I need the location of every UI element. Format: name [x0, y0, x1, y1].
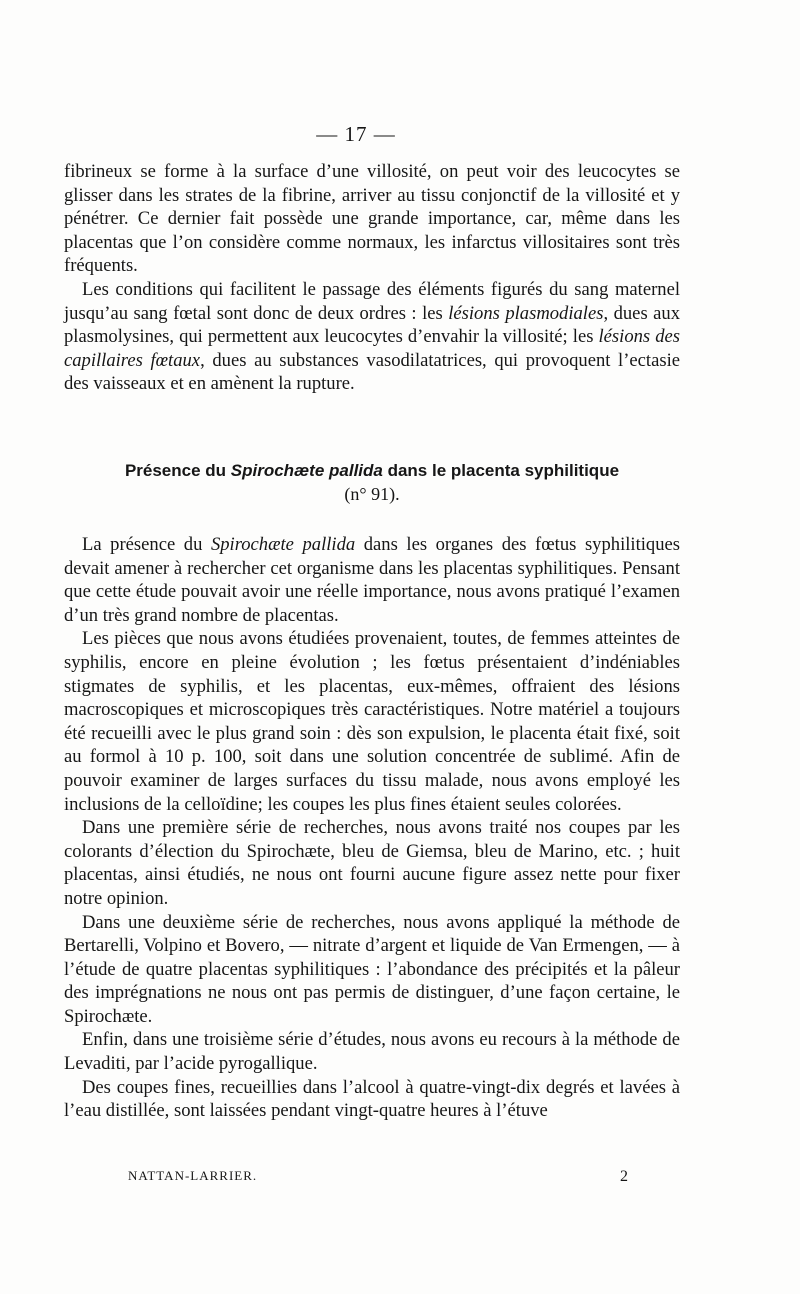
footer-signature: 2	[620, 1168, 628, 1185]
section-heading	[64, 460, 680, 482]
italic-text: Spirochæte pallida	[210, 534, 356, 555]
text-run: dans les organes des fœtus syphilitiques devait amener à rechercher cet organisme dans les placentas syphilitiques. Pensant que cette étude pouvait avoir une réelle importance, nous avons pratiqué l’examen d’un très grand nombre de placentas.	[64, 534, 680, 626]
text-run: Dans une deuxième série de recherches, nous avons appliqué la méthode de Bertarelli, Volpino et Bovero, — nitrate d’argent et liquide de Van Ermengen, — à l’étude de quatre placentas syphilitiques : l’abondance des précipités et la pâleur des imprégnations ne nous ont pas permis de distinguer, d’une façon certaine, le Spirochæte.	[64, 911, 680, 1027]
text-run: , dues aux plasmolysines, qui permettent aux leucocytes d’envahir la villosité; les	[64, 302, 680, 348]
heading-text-before: Présence du	[124, 461, 231, 480]
text-run: fibrineux se forme à la surface d’une villosité, on peut voir des leucocytes se glisser dans les strates de la fibrine, arriver au tissu conjonctif de la villosité et y pénétrer. Ce dernier fait possède une grande importance, car, même dans les placentas que l’on considère comme normaux, les infarctus villositaires sont très fréquents.	[64, 161, 680, 277]
page-footer	[128, 1168, 628, 1186]
italic-text: lésions des capillaires fœtaux	[64, 326, 680, 371]
page-number: — 17 —	[316, 122, 396, 146]
text-run: Des coupes fines, recueillies dans l’alcool à quatre-vingt-dix degrés et lavées à l’eau distillée, sont laissées pendant vingt-quatre heures à l’étuve	[64, 1076, 680, 1122]
paragraph-p2	[64, 278, 680, 396]
body-text-bottom	[64, 533, 680, 1123]
text-run: Enfin, dans une troisième série d’études, nous avons eu recours à la méthode de Levaditi, par l’acide pyrogallique.	[64, 1029, 680, 1075]
paragraph-p7	[64, 1028, 680, 1075]
paragraph-p5	[64, 816, 680, 910]
paragraph-p8	[64, 1076, 680, 1123]
heading-text-italic: Spirochæte pallida	[230, 461, 383, 480]
text-run: Les pièces que nous avons étudiées provenaient, toutes, de femmes atteintes de syphilis, encore en pleine évolution ; les fœtus présentaient d’indéniables stigmates de syphilis, et les placentas, eux-mêmes, offraient des lésions macroscopiques et microscopiques très caractéristiques. Notre matériel a toujours été recueilli avec le plus grand soin : dès son expulsion, le placenta était fixé, soit au formol à 10 p. 100, soit dans une solution concentrée de sublimé. Afin de pouvoir examiner de larges surfaces du tissu malade, nous avons employé les inclusions de la celloïdine; les coupes les plus fines étaient seules colorées.	[64, 628, 680, 815]
body-text-top	[64, 160, 680, 396]
heading-text-after: dans le placenta syphilitique	[382, 461, 620, 480]
paragraph-p3	[64, 533, 680, 627]
heading-note: (n° 91).	[344, 484, 400, 504]
paragraph-p1	[64, 160, 680, 278]
text-run: La présence du	[82, 534, 211, 555]
text-run: , dues au substances vasodilatatrices, qui provoquent l’ectasie des vaisseaux et en amènent la rupture.	[64, 349, 680, 395]
text-run: Les conditions qui facilitent le passage des éléments figurés du sang maternel jusqu’au sang fœtal sont donc de deux ordres : les	[64, 278, 680, 324]
paragraph-p4	[64, 627, 680, 816]
footer-author: NATTAN-LARRIER.	[128, 1168, 258, 1183]
italic-text: lésions plasmodiales	[448, 302, 604, 324]
text-run: Dans une première série de recherches, nous avons traité nos coupes par les colorants d’élection du Spirochæte, bleu de Giemsa, bleu de Marino, etc. ; huit placentas, ainsi étudiés, ne nous ont fourni aucune figure assez nette pour fixer notre opinion.	[64, 817, 680, 909]
paragraph-p6	[64, 911, 680, 1029]
